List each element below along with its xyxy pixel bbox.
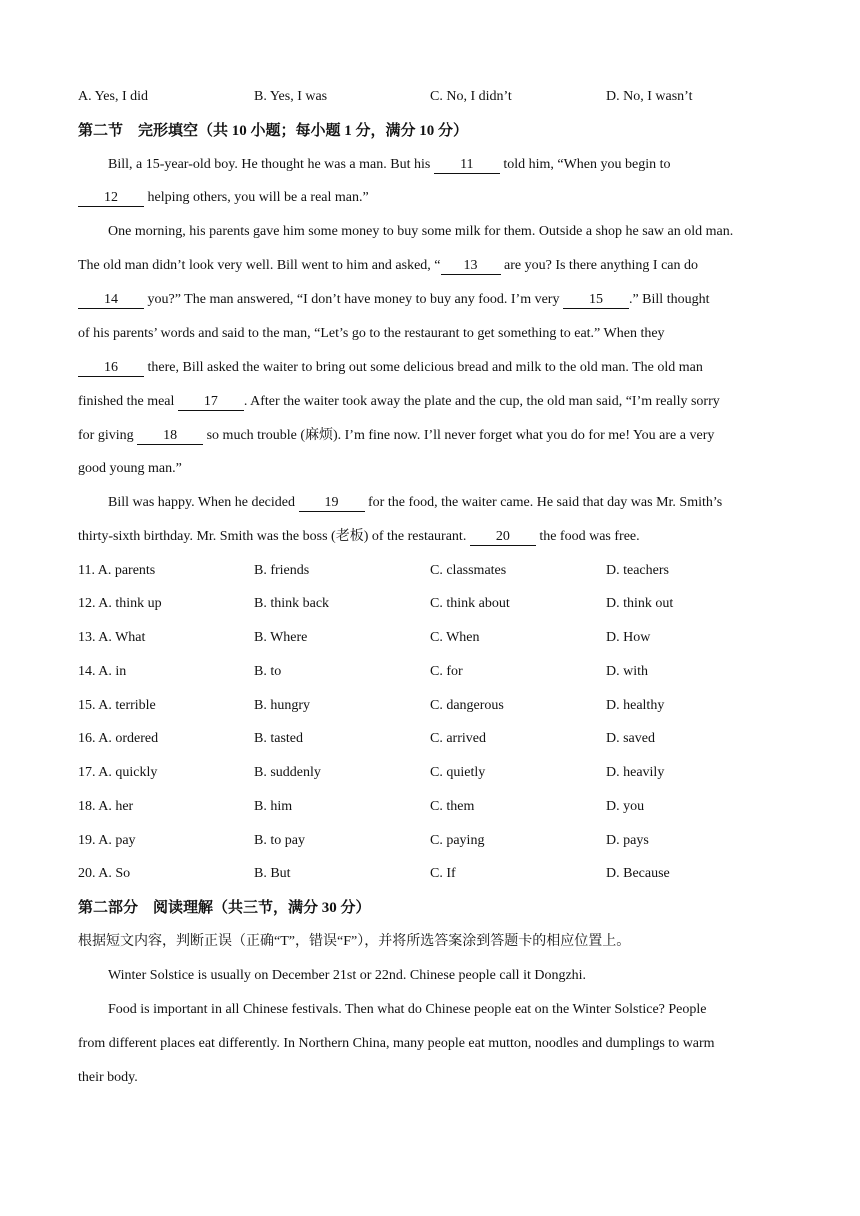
- option-a: 14. A. in: [78, 664, 127, 679]
- blank-12: 12: [78, 190, 144, 207]
- question-options-row: [78, 763, 788, 783]
- passage-line: [78, 426, 790, 446]
- option-d: D. How: [606, 630, 651, 645]
- option-c: C. quietly: [430, 765, 486, 780]
- blank-15: 15: [563, 292, 629, 309]
- passage-line: [78, 188, 790, 208]
- passage-text: . After the waiter took away the plate and the cup, the old man said, “I’m really sorry: [243, 394, 720, 409]
- passage-line: [78, 527, 790, 547]
- question-options-row: [78, 831, 788, 851]
- question-options-row: [78, 662, 788, 682]
- option-a: 12. A. think up: [78, 596, 162, 611]
- reading-paragraph: from different places eat differently. In Northern China, many people eat mutton, noodles and dumplings to warm: [78, 1036, 715, 1051]
- blank-14: 14: [78, 292, 144, 309]
- section-2-heading: 第二节 完形填空（共 10 小题；每小题 1 分，满分 10 分）: [78, 123, 469, 139]
- option-a: A. Yes, I did: [78, 89, 149, 104]
- blank-19: 19: [299, 495, 365, 512]
- option-c: C. When: [430, 630, 480, 645]
- option-d: D. pays: [606, 833, 649, 848]
- option-c: C. them: [430, 799, 475, 814]
- passage-line: [78, 392, 790, 412]
- option-c: C. classmates: [430, 563, 507, 578]
- passage-text: .” Bill thought: [628, 292, 710, 307]
- part-2-heading: 第二部分 阅读理解（共三节，满分 30 分）: [78, 900, 371, 916]
- option-b: B. to pay: [254, 833, 305, 848]
- option-d: D. with: [606, 664, 648, 679]
- option-c: C. If: [430, 866, 456, 881]
- option-d: D. saved: [606, 731, 655, 746]
- option-a: 19. A. pay: [78, 833, 136, 848]
- option-b: B. But: [254, 866, 291, 881]
- passage-line: One morning, his parents gave him some money to buy some milk for them. Outside a shop he saw an old man.: [108, 224, 734, 239]
- passage-text: the food was free.: [539, 529, 640, 544]
- passage-text: thirty-sixth birthday. Mr. Smith was the boss (老板) of the restaurant.: [78, 529, 467, 544]
- blank-18: 18: [137, 428, 203, 445]
- option-a: 11. A. parents: [78, 563, 156, 578]
- passage-text: Bill, a 15-year-old boy. He thought he was a man. But his: [108, 157, 431, 172]
- blank-20: 20: [470, 529, 536, 546]
- blank-11: 11: [434, 157, 500, 174]
- option-b: B. Where: [254, 630, 308, 645]
- passage-text: The old man didn’t look very well. Bill went to him and asked, “: [78, 258, 441, 273]
- question-options-row: [78, 696, 788, 716]
- option-c: C. paying: [430, 833, 485, 848]
- option-b: B. Yes, I was: [254, 89, 328, 104]
- option-d: D. Because: [606, 866, 670, 881]
- reading-paragraph: Food is important in all Chinese festivals. Then what do Chinese people eat on the Winter Solstice? People: [108, 1002, 707, 1017]
- option-a: 17. A. quickly: [78, 765, 158, 780]
- option-b: B. friends: [254, 563, 310, 578]
- question-options-row: [78, 561, 788, 581]
- option-b: B. to: [254, 664, 282, 679]
- passage-text: for the food, the waiter came. He said that day was Mr. Smith’s: [368, 495, 723, 510]
- reading-paragraph: their body.: [78, 1070, 138, 1085]
- question-options-row: [78, 797, 788, 817]
- blank-13: 13: [441, 258, 501, 275]
- blank-16: 16: [78, 360, 144, 377]
- passage-line: [78, 256, 790, 276]
- option-c: C. No, I didn’t: [430, 89, 512, 104]
- passage-text: finished the meal: [78, 394, 175, 409]
- option-a: 20. A. So: [78, 866, 131, 881]
- passage-line: [108, 155, 820, 175]
- question-options-row: [78, 594, 788, 614]
- question-10-options: [78, 87, 788, 107]
- passage-text: there, Bill asked the waiter to bring out some delicious bread and milk to the old man. The old man: [147, 360, 703, 375]
- option-c: C. think about: [430, 596, 510, 611]
- passage-line: good young man.”: [78, 461, 182, 476]
- passage-line: [78, 358, 790, 378]
- part-2-instruction: 根据短文内容，判断正误（正确“T”，错误“F”），并将所选答案涂到答题卡的相应位置上。: [78, 934, 631, 949]
- option-d: D. you: [606, 799, 645, 814]
- option-b: B. hungry: [254, 698, 310, 713]
- passage-text: told him, “When you begin to: [503, 157, 671, 172]
- option-d: D. healthy: [606, 698, 665, 713]
- question-options-row: [78, 628, 788, 648]
- blank-17: 17: [178, 394, 244, 411]
- passage-line: [108, 493, 820, 513]
- option-a: 18. A. her: [78, 799, 134, 814]
- option-b: B. him: [254, 799, 293, 814]
- question-options-row: [78, 864, 788, 884]
- passage-text: are you? Is there anything I can do: [504, 258, 698, 273]
- passage-text: for giving: [78, 428, 134, 443]
- question-options-row: [78, 729, 788, 749]
- reading-paragraph: Winter Solstice is usually on December 21st or 22nd. Chinese people call it Dongzhi.: [108, 968, 587, 983]
- option-a: 16. A. ordered: [78, 731, 159, 746]
- option-c: C. arrived: [430, 731, 486, 746]
- option-a: 13. A. What: [78, 630, 146, 645]
- option-b: B. tasted: [254, 731, 303, 746]
- option-d: D. heavily: [606, 765, 665, 780]
- passage-text: Bill was happy. When he decided: [108, 495, 296, 510]
- passage-line: of his parents’ words and said to the man, “Let’s go to the restaurant to get something to eat.” When they: [78, 326, 665, 341]
- option-b: B. suddenly: [254, 765, 321, 780]
- passage-text: helping others, you will be a real man.”: [147, 190, 369, 205]
- option-d: D. think out: [606, 596, 674, 611]
- option-c: C. for: [430, 664, 463, 679]
- option-c: C. dangerous: [430, 698, 504, 713]
- passage-text: you?” The man answered, “I don’t have money to buy any food. I’m very: [147, 292, 560, 307]
- option-a: 15. A. terrible: [78, 698, 156, 713]
- option-d: D. No, I wasn’t: [606, 89, 693, 104]
- option-b: B. think back: [254, 596, 330, 611]
- passage-line: [78, 290, 790, 310]
- passage-text: so much trouble (麻烦). I’m fine now. I’ll never forget what you do for me! You are a very: [206, 428, 715, 443]
- option-d: D. teachers: [606, 563, 669, 578]
